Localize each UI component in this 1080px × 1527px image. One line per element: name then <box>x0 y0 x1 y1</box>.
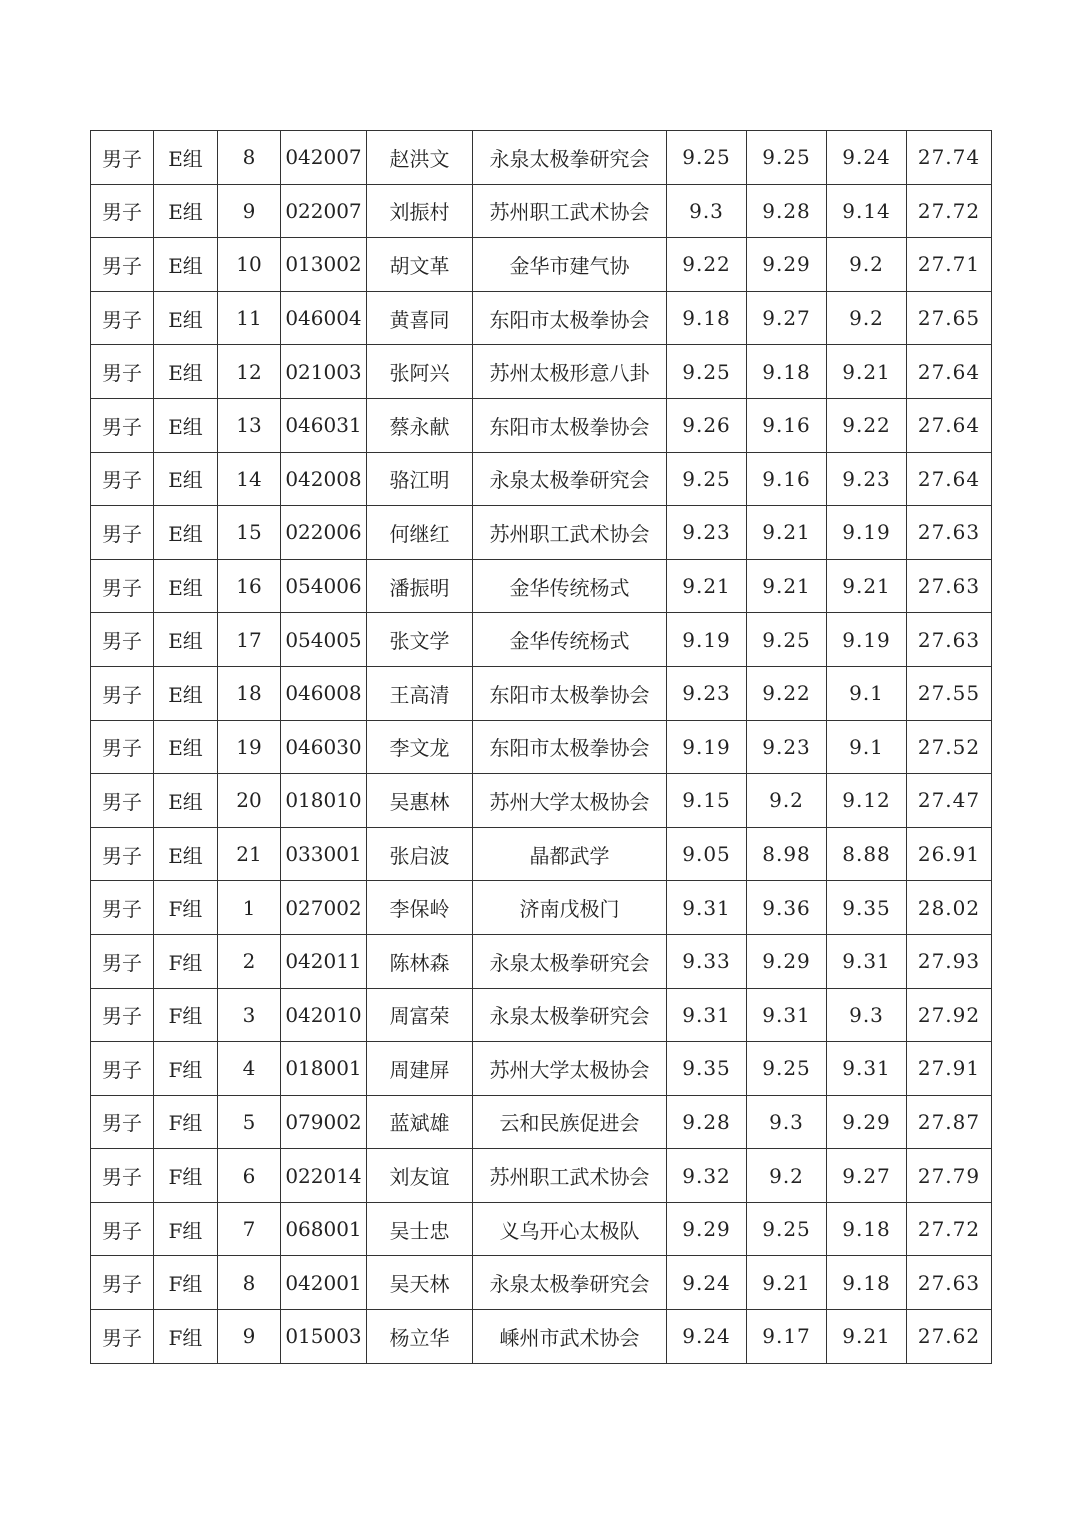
organization-cell: 东阳市太极拳协会 <box>473 291 667 345</box>
athlete-id-cell: 022014 <box>281 1149 367 1203</box>
athlete-id-cell: 042008 <box>281 452 367 506</box>
score-2-cell: 9.25 <box>747 131 827 185</box>
score-3-cell: 9.22 <box>827 398 907 452</box>
score-2-cell: 9.21 <box>747 1256 827 1310</box>
score-1-cell: 9.18 <box>667 291 747 345</box>
organization-cell: 金华市建气协 <box>473 238 667 292</box>
organization-cell: 东阳市太极拳协会 <box>473 720 667 774</box>
score-3-cell: 9.18 <box>827 1256 907 1310</box>
score-3-cell: 9.31 <box>827 934 907 988</box>
gender-cell: 男子 <box>91 1256 154 1310</box>
athlete-name-cell: 潘振明 <box>367 559 473 613</box>
athlete-id-cell: 022006 <box>281 506 367 560</box>
athlete-id-cell: 027002 <box>281 881 367 935</box>
rank-cell: 19 <box>218 720 281 774</box>
total-score-cell: 27.72 <box>907 1202 992 1256</box>
score-1-cell: 9.19 <box>667 720 747 774</box>
total-score-cell: 27.52 <box>907 720 992 774</box>
group-cell: E组 <box>154 774 218 828</box>
table-row <box>91 1310 992 1364</box>
total-score-cell: 27.91 <box>907 1042 992 1096</box>
rank-cell: 8 <box>218 1256 281 1310</box>
athlete-id-cell: 018001 <box>281 1042 367 1096</box>
total-score-cell: 27.63 <box>907 506 992 560</box>
rank-cell: 8 <box>218 131 281 185</box>
score-3-cell: 9.19 <box>827 506 907 560</box>
score-1-cell: 9.19 <box>667 613 747 667</box>
athlete-name-cell: 周富荣 <box>367 988 473 1042</box>
score-3-cell: 9.18 <box>827 1202 907 1256</box>
athlete-name-cell: 周建屏 <box>367 1042 473 1096</box>
organization-cell: 苏州职工武术协会 <box>473 184 667 238</box>
score-1-cell: 9.21 <box>667 559 747 613</box>
group-cell: F组 <box>154 1310 218 1364</box>
table-row <box>91 238 992 292</box>
score-1-cell: 9.26 <box>667 398 747 452</box>
group-cell: F组 <box>154 1042 218 1096</box>
score-3-cell: 9.1 <box>827 720 907 774</box>
score-2-cell: 9.2 <box>747 774 827 828</box>
gender-cell: 男子 <box>91 184 154 238</box>
score-2-cell: 9.31 <box>747 988 827 1042</box>
gender-cell: 男子 <box>91 238 154 292</box>
organization-cell: 东阳市太极拳协会 <box>473 398 667 452</box>
rank-cell: 2 <box>218 934 281 988</box>
athlete-name-cell: 吴惠林 <box>367 774 473 828</box>
organization-cell: 云和民族促进会 <box>473 1095 667 1149</box>
score-1-cell: 9.28 <box>667 1095 747 1149</box>
athlete-id-cell: 079002 <box>281 1095 367 1149</box>
score-3-cell: 9.31 <box>827 1042 907 1096</box>
athlete-name-cell: 张启波 <box>367 827 473 881</box>
athlete-name-cell: 黄喜同 <box>367 291 473 345</box>
group-cell: F组 <box>154 1202 218 1256</box>
total-score-cell: 28.02 <box>907 881 992 935</box>
gender-cell: 男子 <box>91 398 154 452</box>
athlete-id-cell: 018010 <box>281 774 367 828</box>
table-row <box>91 184 992 238</box>
score-2-cell: 9.25 <box>747 613 827 667</box>
gender-cell: 男子 <box>91 452 154 506</box>
score-2-cell: 9.3 <box>747 1095 827 1149</box>
total-score-cell: 27.74 <box>907 131 992 185</box>
score-1-cell: 9.23 <box>667 506 747 560</box>
table-row <box>91 1149 992 1203</box>
gender-cell: 男子 <box>91 291 154 345</box>
score-3-cell: 9.14 <box>827 184 907 238</box>
group-cell: E组 <box>154 398 218 452</box>
table-row <box>91 988 992 1042</box>
score-1-cell: 9.24 <box>667 1310 747 1364</box>
group-cell: F组 <box>154 1095 218 1149</box>
score-2-cell: 9.17 <box>747 1310 827 1364</box>
gender-cell: 男子 <box>91 666 154 720</box>
score-1-cell: 9.32 <box>667 1149 747 1203</box>
organization-cell: 苏州职工武术协会 <box>473 506 667 560</box>
rank-cell: 13 <box>218 398 281 452</box>
score-3-cell: 9.21 <box>827 1310 907 1364</box>
gender-cell: 男子 <box>91 1202 154 1256</box>
rank-cell: 4 <box>218 1042 281 1096</box>
gender-cell: 男子 <box>91 131 154 185</box>
group-cell: E组 <box>154 238 218 292</box>
table-body <box>91 131 992 1364</box>
gender-cell: 男子 <box>91 1095 154 1149</box>
organization-cell: 东阳市太极拳协会 <box>473 666 667 720</box>
group-cell: E组 <box>154 506 218 560</box>
score-1-cell: 9.29 <box>667 1202 747 1256</box>
athlete-id-cell: 022007 <box>281 184 367 238</box>
table-row <box>91 720 992 774</box>
gender-cell: 男子 <box>91 1149 154 1203</box>
score-3-cell: 9.2 <box>827 291 907 345</box>
score-1-cell: 9.31 <box>667 881 747 935</box>
athlete-name-cell: 吴士忠 <box>367 1202 473 1256</box>
table-row <box>91 1042 992 1096</box>
athlete-id-cell: 054006 <box>281 559 367 613</box>
score-1-cell: 9.35 <box>667 1042 747 1096</box>
group-cell: F组 <box>154 1256 218 1310</box>
results-table <box>90 130 992 1364</box>
rank-cell: 14 <box>218 452 281 506</box>
gender-cell: 男子 <box>91 1310 154 1364</box>
table-row <box>91 1256 992 1310</box>
total-score-cell: 27.93 <box>907 934 992 988</box>
rank-cell: 6 <box>218 1149 281 1203</box>
score-1-cell: 9.3 <box>667 184 747 238</box>
athlete-name-cell: 刘友谊 <box>367 1149 473 1203</box>
athlete-name-cell: 骆江明 <box>367 452 473 506</box>
group-cell: E组 <box>154 184 218 238</box>
score-2-cell: 9.27 <box>747 291 827 345</box>
table-row <box>91 827 992 881</box>
gender-cell: 男子 <box>91 774 154 828</box>
organization-cell: 永泉太极拳研究会 <box>473 1256 667 1310</box>
athlete-id-cell: 013002 <box>281 238 367 292</box>
score-2-cell: 9.23 <box>747 720 827 774</box>
rank-cell: 9 <box>218 1310 281 1364</box>
organization-cell: 济南戊极门 <box>473 881 667 935</box>
score-1-cell: 9.24 <box>667 1256 747 1310</box>
athlete-name-cell: 何继红 <box>367 506 473 560</box>
score-2-cell: 9.21 <box>747 559 827 613</box>
organization-cell: 永泉太极拳研究会 <box>473 131 667 185</box>
total-score-cell: 27.47 <box>907 774 992 828</box>
rank-cell: 21 <box>218 827 281 881</box>
total-score-cell: 26.91 <box>907 827 992 881</box>
total-score-cell: 27.62 <box>907 1310 992 1364</box>
score-1-cell: 9.15 <box>667 774 747 828</box>
score-2-cell: 9.29 <box>747 238 827 292</box>
total-score-cell: 27.79 <box>907 1149 992 1203</box>
table-row <box>91 613 992 667</box>
organization-cell: 金华传统杨式 <box>473 613 667 667</box>
gender-cell: 男子 <box>91 988 154 1042</box>
athlete-id-cell: 046031 <box>281 398 367 452</box>
score-1-cell: 9.25 <box>667 452 747 506</box>
organization-cell: 永泉太极拳研究会 <box>473 988 667 1042</box>
athlete-id-cell: 033001 <box>281 827 367 881</box>
group-cell: E组 <box>154 131 218 185</box>
gender-cell: 男子 <box>91 559 154 613</box>
organization-cell: 永泉太极拳研究会 <box>473 452 667 506</box>
group-cell: E组 <box>154 613 218 667</box>
athlete-name-cell: 李保岭 <box>367 881 473 935</box>
score-2-cell: 9.21 <box>747 506 827 560</box>
organization-cell: 金华传统杨式 <box>473 559 667 613</box>
table-row <box>91 131 992 185</box>
score-2-cell: 9.28 <box>747 184 827 238</box>
gender-cell: 男子 <box>91 506 154 560</box>
rank-cell: 1 <box>218 881 281 935</box>
score-1-cell: 9.25 <box>667 345 747 399</box>
athlete-id-cell: 046008 <box>281 666 367 720</box>
table-row <box>91 291 992 345</box>
athlete-id-cell: 042001 <box>281 1256 367 1310</box>
group-cell: E组 <box>154 666 218 720</box>
athlete-name-cell: 张文学 <box>367 613 473 667</box>
score-2-cell: 9.18 <box>747 345 827 399</box>
athlete-name-cell: 赵洪文 <box>367 131 473 185</box>
group-cell: E组 <box>154 720 218 774</box>
athlete-id-cell: 068001 <box>281 1202 367 1256</box>
organization-cell: 义乌开心太极队 <box>473 1202 667 1256</box>
score-3-cell: 9.24 <box>827 131 907 185</box>
score-3-cell: 9.35 <box>827 881 907 935</box>
group-cell: E组 <box>154 291 218 345</box>
rank-cell: 11 <box>218 291 281 345</box>
athlete-name-cell: 陈林森 <box>367 934 473 988</box>
score-2-cell: 9.2 <box>747 1149 827 1203</box>
score-2-cell: 9.36 <box>747 881 827 935</box>
athlete-id-cell: 046030 <box>281 720 367 774</box>
score-3-cell: 9.29 <box>827 1095 907 1149</box>
score-3-cell: 9.2 <box>827 238 907 292</box>
score-1-cell: 9.31 <box>667 988 747 1042</box>
score-1-cell: 9.25 <box>667 131 747 185</box>
total-score-cell: 27.87 <box>907 1095 992 1149</box>
athlete-name-cell: 杨立华 <box>367 1310 473 1364</box>
rank-cell: 5 <box>218 1095 281 1149</box>
score-3-cell: 9.23 <box>827 452 907 506</box>
gender-cell: 男子 <box>91 881 154 935</box>
table-row <box>91 881 992 935</box>
athlete-id-cell: 021003 <box>281 345 367 399</box>
table-row <box>91 934 992 988</box>
athlete-id-cell: 046004 <box>281 291 367 345</box>
total-score-cell: 27.63 <box>907 1256 992 1310</box>
table-row <box>91 666 992 720</box>
athlete-id-cell: 042011 <box>281 934 367 988</box>
score-3-cell: 8.88 <box>827 827 907 881</box>
athlete-name-cell: 张阿兴 <box>367 345 473 399</box>
total-score-cell: 27.63 <box>907 559 992 613</box>
athlete-name-cell: 蓝斌雄 <box>367 1095 473 1149</box>
athlete-id-cell: 042007 <box>281 131 367 185</box>
score-3-cell: 9.21 <box>827 345 907 399</box>
table-row <box>91 452 992 506</box>
rank-cell: 12 <box>218 345 281 399</box>
score-2-cell: 9.22 <box>747 666 827 720</box>
score-1-cell: 9.33 <box>667 934 747 988</box>
score-2-cell: 8.98 <box>747 827 827 881</box>
table-row <box>91 774 992 828</box>
rank-cell: 7 <box>218 1202 281 1256</box>
score-3-cell: 9.19 <box>827 613 907 667</box>
athlete-name-cell: 吴天林 <box>367 1256 473 1310</box>
total-score-cell: 27.63 <box>907 613 992 667</box>
group-cell: F组 <box>154 934 218 988</box>
rank-cell: 9 <box>218 184 281 238</box>
athlete-name-cell: 王高清 <box>367 666 473 720</box>
group-cell: F组 <box>154 881 218 935</box>
score-1-cell: 9.22 <box>667 238 747 292</box>
rank-cell: 10 <box>218 238 281 292</box>
total-score-cell: 27.55 <box>907 666 992 720</box>
score-2-cell: 9.25 <box>747 1042 827 1096</box>
athlete-id-cell: 054005 <box>281 613 367 667</box>
score-2-cell: 9.29 <box>747 934 827 988</box>
rank-cell: 15 <box>218 506 281 560</box>
score-2-cell: 9.25 <box>747 1202 827 1256</box>
group-cell: F组 <box>154 1149 218 1203</box>
gender-cell: 男子 <box>91 720 154 774</box>
score-3-cell: 9.3 <box>827 988 907 1042</box>
rank-cell: 3 <box>218 988 281 1042</box>
group-cell: F组 <box>154 988 218 1042</box>
score-3-cell: 9.12 <box>827 774 907 828</box>
organization-cell: 苏州大学太极协会 <box>473 774 667 828</box>
athlete-name-cell: 胡文革 <box>367 238 473 292</box>
rank-cell: 17 <box>218 613 281 667</box>
rank-cell: 20 <box>218 774 281 828</box>
athlete-id-cell: 042010 <box>281 988 367 1042</box>
total-score-cell: 27.65 <box>907 291 992 345</box>
organization-cell: 永泉太极拳研究会 <box>473 934 667 988</box>
total-score-cell: 27.92 <box>907 988 992 1042</box>
organization-cell: 晶都武学 <box>473 827 667 881</box>
group-cell: E组 <box>154 345 218 399</box>
athlete-name-cell: 刘振村 <box>367 184 473 238</box>
score-1-cell: 9.23 <box>667 666 747 720</box>
rank-cell: 18 <box>218 666 281 720</box>
athlete-name-cell: 蔡永献 <box>367 398 473 452</box>
table-row <box>91 1095 992 1149</box>
gender-cell: 男子 <box>91 345 154 399</box>
athlete-name-cell: 李文龙 <box>367 720 473 774</box>
table-row <box>91 506 992 560</box>
score-3-cell: 9.21 <box>827 559 907 613</box>
score-1-cell: 9.05 <box>667 827 747 881</box>
table-row <box>91 1202 992 1256</box>
group-cell: E组 <box>154 452 218 506</box>
rank-cell: 16 <box>218 559 281 613</box>
organization-cell: 苏州大学太极协会 <box>473 1042 667 1096</box>
gender-cell: 男子 <box>91 934 154 988</box>
group-cell: E组 <box>154 827 218 881</box>
organization-cell: 嵊州市武术协会 <box>473 1310 667 1364</box>
score-2-cell: 9.16 <box>747 398 827 452</box>
total-score-cell: 27.64 <box>907 345 992 399</box>
gender-cell: 男子 <box>91 1042 154 1096</box>
table-row <box>91 345 992 399</box>
athlete-id-cell: 015003 <box>281 1310 367 1364</box>
table-row <box>91 559 992 613</box>
total-score-cell: 27.71 <box>907 238 992 292</box>
group-cell: E组 <box>154 559 218 613</box>
gender-cell: 男子 <box>91 827 154 881</box>
score-3-cell: 9.1 <box>827 666 907 720</box>
organization-cell: 苏州太极形意八卦 <box>473 345 667 399</box>
total-score-cell: 27.64 <box>907 452 992 506</box>
table-row <box>91 398 992 452</box>
organization-cell: 苏州职工武术协会 <box>473 1149 667 1203</box>
total-score-cell: 27.72 <box>907 184 992 238</box>
gender-cell: 男子 <box>91 613 154 667</box>
total-score-cell: 27.64 <box>907 398 992 452</box>
score-3-cell: 9.27 <box>827 1149 907 1203</box>
score-2-cell: 9.16 <box>747 452 827 506</box>
